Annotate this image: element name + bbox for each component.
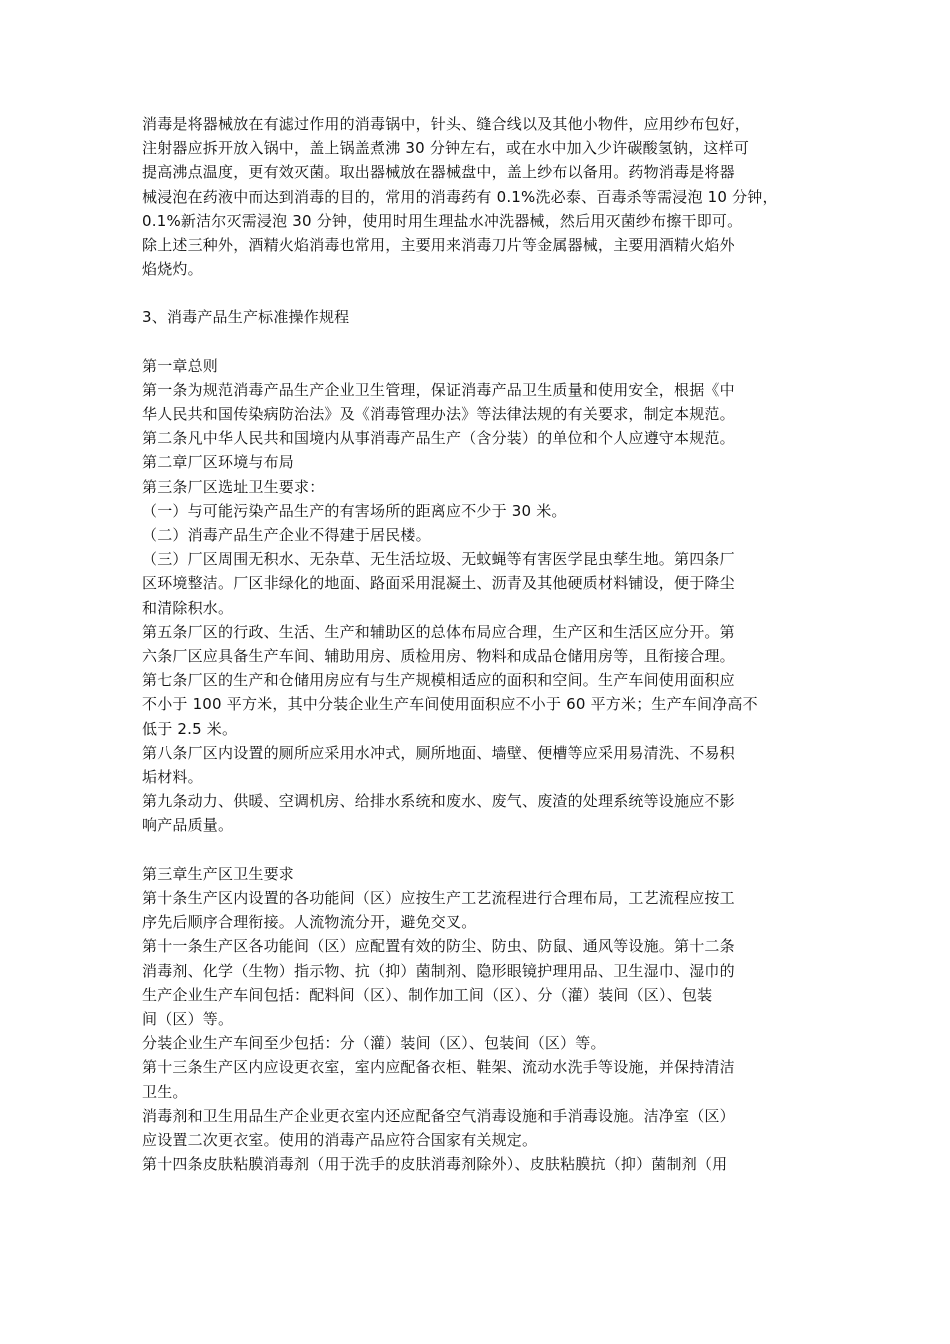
text-line: 第十四条皮肤粘膜消毒剂（用于洗手的皮肤消毒剂除外）、皮肤粘膜抗（抑）菌制剂（用: [142, 1155, 728, 1174]
text-line: （二）消毒产品生产企业不得建于居民楼。: [142, 526, 431, 545]
text-line: 不小于 100 平方米，其中分装企业生产车间使用面积应不小于 60 平方米；生产车间净高不: [142, 695, 758, 714]
chapter-heading: 第三章生产区卫生要求: [142, 864, 295, 883]
text-line: 焰烧灼。: [142, 260, 203, 279]
text-line: 消毒剂、化学（生物）指示物、抗（抑）菌制剂、隐形眼镜护理用品、卫生湿巾、湿巾的: [142, 961, 735, 980]
blank-line: [142, 330, 827, 354]
text-line: 垢材料。: [142, 768, 203, 787]
text-line: 械浸泡在药液中而达到消毒的目的，常用的消毒药有 0.1%洗必泰、百毒杀等需浸泡 10 分钟，: [142, 187, 778, 206]
text-line: 第五条厂区的行政、生活、生产和辅助区的总体布局应合理，生产区和生活区应分开。第: [142, 622, 735, 641]
text-line: 提高沸点温度，更有效灭菌。取出器械放在器械盘中，盖上纱布以备用。药物消毒是将器: [142, 163, 735, 182]
text-line: 区环境整洁。厂区非绿化的地面、路面采用混凝土、沥青及其他硬质材料铺设，便于降尘: [142, 574, 735, 593]
text-line: 和清除积水。: [142, 598, 234, 617]
text-line: 注射器应拆开放入锅中，盖上锅盖煮沸 30 分钟左右，或在水中加入少许碳酸氢钠，这样可: [142, 139, 750, 158]
document-body: [142, 112, 827, 1176]
text-line: 消毒是将器械放在有滤过作用的消毒锅中，针头、缝合线以及其他小物件，应用纱布包好，: [142, 115, 751, 133]
text-line: 序先后顺序合理衔接。人流物流分开，避免交叉。: [142, 913, 477, 932]
text-line: 低于 2.5 米。: [142, 719, 238, 738]
text-line: 第一条为规范消毒产品生产企业卫生管理，保证消毒产品卫生质量和使用安全，根据《中: [142, 380, 735, 399]
chapter-heading: 第一章总则: [142, 356, 219, 375]
chapter-heading: 第二章厂区环境与布局: [142, 453, 295, 472]
text-line: 0.1%新洁尔灭需浸泡 30 分钟，使用时用生理盐水冲洗器械，然后用灭菌纱布擦干即可。: [142, 211, 743, 230]
text-line: 第十三条生产区内应设更衣室，室内应配备衣柜、鞋架、流动水洗手等设施，并保持清洁: [142, 1058, 735, 1077]
text-line: 第十条生产区内设置的各功能间（区）应按生产工艺流程进行合理布局，工艺流程应按工: [142, 888, 735, 907]
section-heading: 3、消毒产品生产标准操作规程: [142, 308, 350, 327]
text-line: 生产企业生产车间包括：配料间（区）、制作加工间（区）、分（灌）装间（区）、包装: [142, 985, 713, 1004]
text-line: 响产品质量。: [142, 816, 234, 835]
text-line: 华人民共和国传染病防治法》及《消毒管理办法》等法律法规的有关要求，制定本规范。: [142, 405, 735, 424]
text-line: （三）厂区周围无积水、无杂草、无生活垃圾、无蚊蝇等有害医学昆虫孳生地。第四条厂: [142, 550, 735, 569]
text-line: 第八条厂区内设置的厕所应采用水冲式，厕所地面、墙壁、便槽等应采用易清洗、不易积: [142, 743, 735, 762]
text-line: 第十一条生产区各功能间（区）应配置有效的防尘、防虫、防鼠、通风等设施。第十二条: [142, 937, 735, 956]
text-line: 六条厂区应具备生产车间、辅助用房、质检用房、物料和成品仓储用房等，且衔接合理。: [142, 647, 735, 666]
text-line: 第九条动力、供暖、空调机房、给排水系统和废水、废气、废渣的处理系统等设施应不影: [142, 792, 735, 811]
text-line: 应设置二次更衣室。使用的消毒产品应符合国家有关规定。: [142, 1130, 538, 1149]
text-line: 第二条凡中华人民共和国境内从事消毒产品生产（含分装）的单位和个人应遵守本规范。: [142, 429, 735, 448]
blank-line: [142, 838, 827, 862]
text-line: 除上述三种外，酒精火焰消毒也常用，主要用来消毒刀片等金属器械，主要用酒精火焰外: [142, 236, 735, 255]
text-line: 消毒剂和卫生用品生产企业更衣室内还应配备空气消毒设施和手消毒设施。洁净室（区）: [142, 1106, 735, 1125]
text-line: 卫生。: [142, 1082, 188, 1101]
text-line: （一）与可能污染产品生产的有害场所的距离应不少于 30 米。: [142, 501, 567, 520]
text-line: 第七条厂区的生产和仓储用房应有与生产规模相适应的面积和空间。生产车间使用面积应: [142, 671, 735, 690]
text-line: 第三条厂区选址卫生要求：: [142, 477, 325, 496]
text-line: 间（区）等。: [142, 1009, 234, 1028]
text-line: 分装企业生产车间至少包括：分（灌）装间（区）、包装间（区）等。: [142, 1034, 606, 1053]
blank-line: [142, 281, 827, 305]
